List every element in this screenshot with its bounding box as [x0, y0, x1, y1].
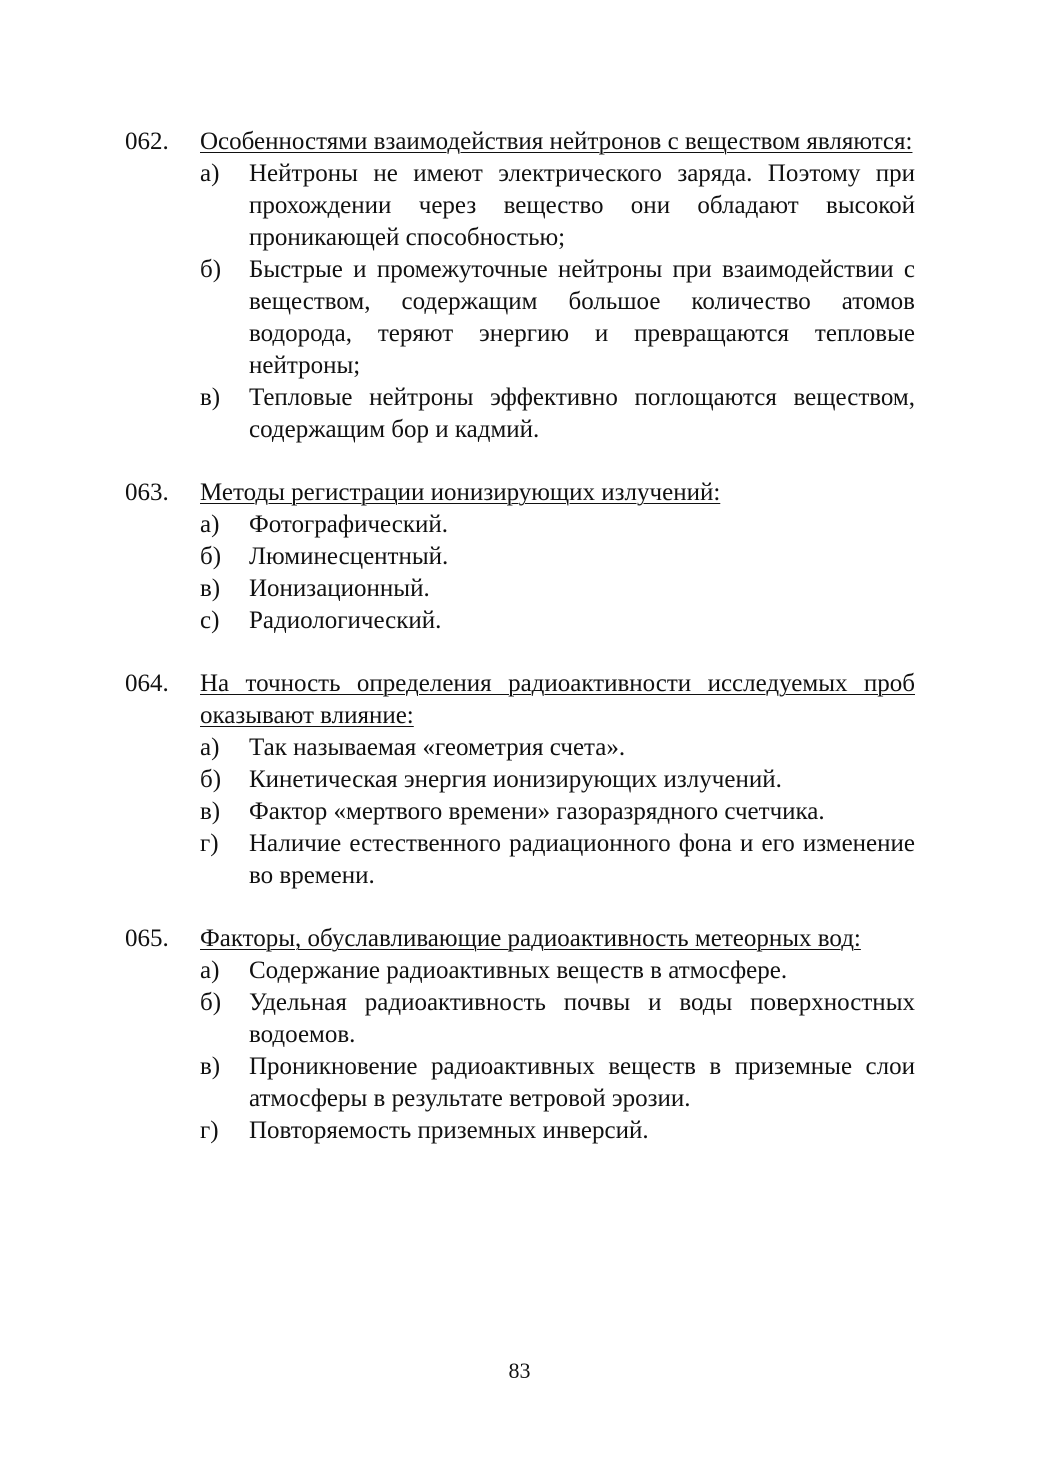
option-letter: г)	[200, 1117, 219, 1144]
option-letter: б)	[200, 543, 222, 570]
option-text: Быстрые и промежуточные нейтроны при взаимодействии с веществом, содержащим большое количество атомов водорода, теряют энергию и превращаются тепловые нейтроны;	[249, 256, 915, 379]
option-text: Повторяемость приземных инверсий.	[249, 1117, 649, 1144]
option-letter: б)	[200, 766, 222, 793]
option-item	[0, 732, 915, 764]
option-text: Нейтроны не имеют электрического заряда. Поэтому при прохождении через вещество они обладают высокой проникающей способностью;	[249, 160, 915, 251]
option-text: Фактор «мертвого времени» газоразрядного счетчика.	[249, 798, 825, 825]
option-list	[0, 509, 1039, 637]
option-text: Содержание радиоактивных веществ в атмосфере.	[249, 957, 788, 984]
question-064	[0, 668, 1039, 892]
page-content	[0, 126, 1039, 1178]
question-text: Методы регистрации ионизирующих излучений:	[200, 479, 721, 506]
option-letter: а)	[200, 957, 220, 984]
option-item	[0, 605, 915, 637]
option-letter: в)	[200, 575, 221, 602]
question-number: 062.	[125, 128, 169, 155]
option-letter: а)	[200, 160, 220, 187]
question-number: 064.	[125, 670, 169, 697]
option-text: Радиологический.	[249, 607, 442, 634]
option-list	[0, 955, 1039, 1147]
option-item	[0, 254, 915, 382]
question-text: На точность определения радиоактивности исследуемых проб оказывают влияние:	[200, 670, 915, 729]
option-text: Люминесцентный.	[249, 543, 449, 570]
question-header	[0, 923, 915, 955]
question-header	[0, 126, 915, 158]
option-item	[0, 796, 915, 828]
option-letter: а)	[200, 511, 220, 538]
option-item	[0, 987, 915, 1051]
question-text: Особенностями взаимодействия нейтронов с веществом являются:	[200, 128, 913, 155]
option-item	[0, 573, 915, 605]
option-item	[0, 509, 915, 541]
option-letter: с)	[200, 607, 220, 634]
option-item	[0, 382, 915, 446]
option-text: Проникновение радиоактивных веществ в приземные слои атмосферы в результате ветровой эрозии.	[249, 1053, 915, 1112]
question-062	[0, 126, 1039, 446]
option-letter: в)	[200, 798, 221, 825]
option-letter: а)	[200, 734, 220, 761]
question-header	[0, 477, 915, 509]
option-item	[0, 158, 915, 254]
question-063	[0, 477, 1039, 637]
option-text: Кинетическая энергия ионизирующих излучений.	[249, 766, 782, 793]
option-text: Наличие естественного радиационного фона и его изменение во времени.	[249, 830, 915, 889]
question-number: 063.	[125, 479, 169, 506]
option-list	[0, 732, 1039, 892]
option-letter: б)	[200, 989, 222, 1016]
option-list	[0, 158, 1039, 446]
option-text: Тепловые нейтроны эффективно поглощаются веществом, содержащим бор и кадмий.	[249, 384, 915, 443]
option-text: Удельная радиоактивность почвы и воды поверхностных водоемов.	[249, 989, 915, 1048]
option-item	[0, 955, 915, 987]
option-letter: г)	[200, 830, 219, 857]
option-item	[0, 541, 915, 573]
option-item	[0, 828, 915, 892]
question-header	[0, 668, 915, 732]
question-text: Факторы, обуславливающие радиоактивность метеорных вод:	[200, 925, 861, 952]
question-number: 065.	[125, 925, 169, 952]
option-item	[0, 764, 915, 796]
option-letter: б)	[200, 256, 222, 283]
option-item	[0, 1051, 915, 1115]
option-letter: в)	[200, 1053, 221, 1080]
option-text: Ионизационный.	[249, 575, 430, 602]
option-item	[0, 1115, 915, 1147]
page-number: 83	[508, 1358, 531, 1383]
option-text: Фотографический.	[249, 511, 448, 538]
question-065	[0, 923, 1039, 1147]
option-text: Так называемая «геометрия счета».	[249, 734, 626, 761]
option-letter: в)	[200, 384, 221, 411]
